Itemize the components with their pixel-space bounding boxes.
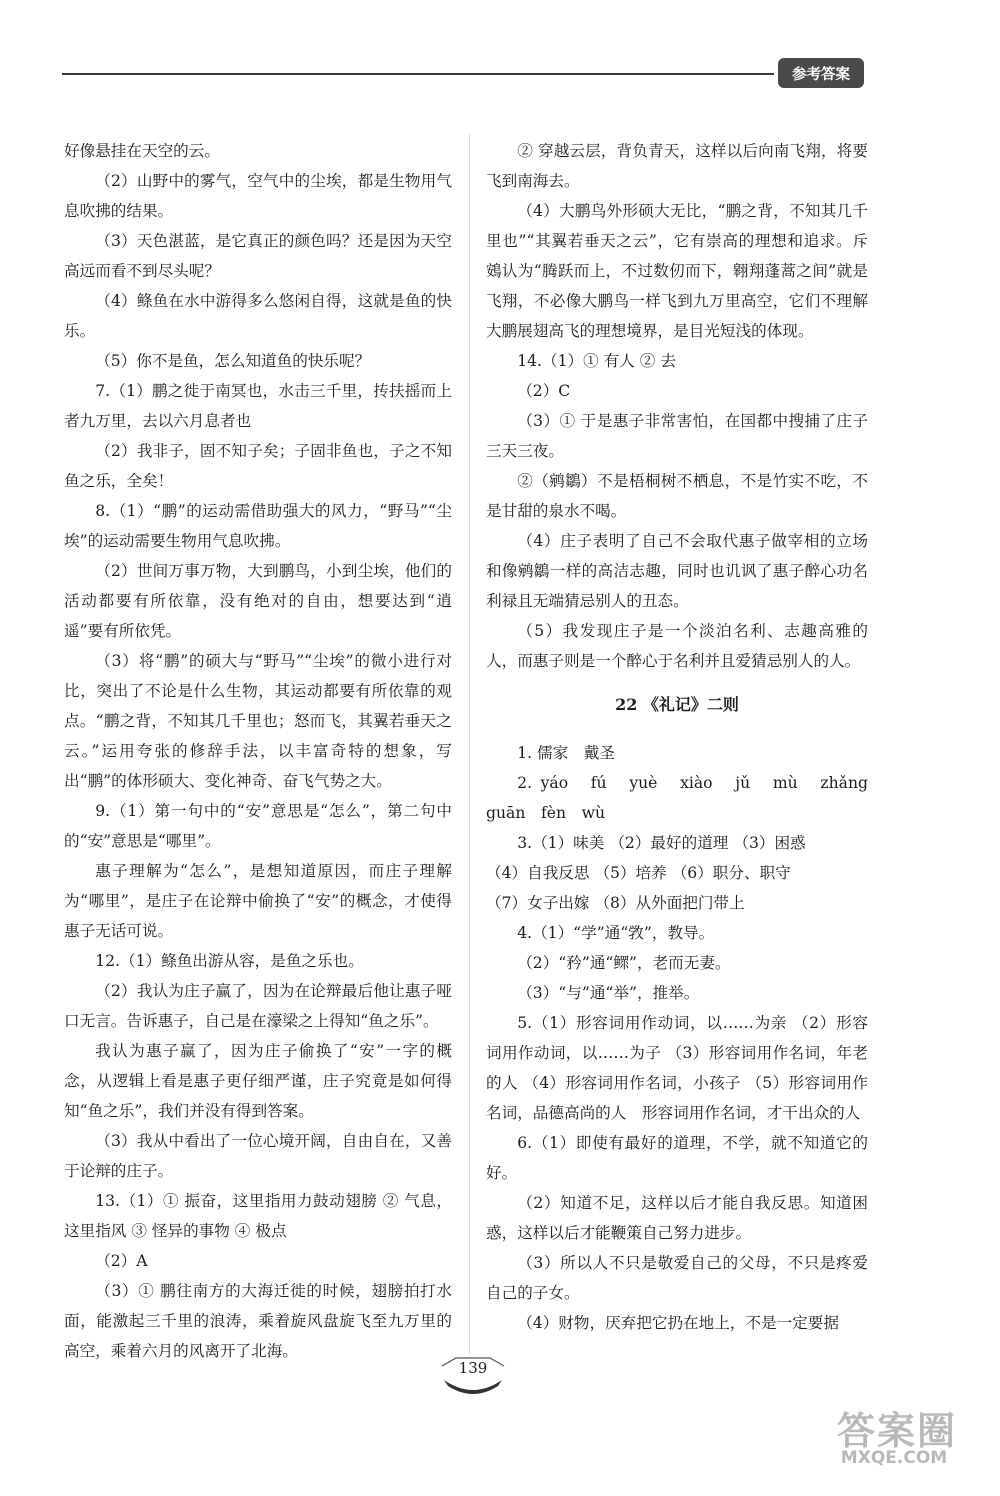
watermark-logo: 答案圈 bbox=[836, 1409, 957, 1453]
answer-paragraph: ②（鹓鶵）不是梧桐树不栖息，不是竹实不吃，不是甘甜的泉水不喝。 bbox=[486, 472, 868, 520]
answer-paragraph: 7.（1）鹏之徙于南冥也，水击三千里，抟扶摇而上者九万里，去以六月息者也 bbox=[64, 382, 452, 430]
answer-paragraph: 我认为惠子赢了，因为庄子偷换了“安”一字的概念，从逻辑上看是惠子更仔细严谨，庄子究竟是如何得知“鱼之乐”，我们并没有得到答案。 bbox=[64, 1042, 452, 1120]
answer-paragraph: （3）将“鹏”的硕大与“野马”“尘埃”的微小进行对比，突出了不论是什么生物，其运动都要有所依靠的观点。“鹏之背，不知其几千里也；怒而飞，其翼若垂天之云。”运用夸张的修辞手法，以丰富奇特的想象，写出“鹏”的体形硕大、变化神奇、奋飞气势之大。 bbox=[64, 652, 452, 790]
answer-paragraph: 8.（1）“鹏”的运动需借助强大的风力，“野马”“尘埃”的运动需要生物用气息吹拂。 bbox=[64, 502, 452, 550]
answer-paragraph: （2）山野中的雾气，空气中的尘埃，都是生物用气息吹拂的结果。 bbox=[64, 172, 452, 220]
answer-paragraph: 14.（1）① 有人 ② 去 bbox=[517, 352, 676, 370]
answer-paragraph: 5.（1）形容词用作动词，以……为亲 （2）形容词用作动词，以……为子 （3）形容词用作名词，年老的人 （4）形容词用作名词，小孩子 （5）形容词用作名词，品德高尚的人 形容词用作名词，才干出众的人 bbox=[486, 1014, 868, 1122]
answer-paragraph: （3）① 于是惠子非常害怕，在国都中搜捕了庄子三天三夜。 bbox=[486, 412, 868, 460]
answer-paragraph: （3）“与”通“举”，推举。 bbox=[517, 984, 700, 1002]
left-column bbox=[64, 136, 452, 1366]
answer-paragraph: （2）C bbox=[517, 382, 571, 400]
header-rule bbox=[62, 73, 774, 75]
answer-paragraph: 惠子理解为“怎么”，是想知道原因，而庄子理解为“哪里”，是庄子在论辩中偷换了“安”的概念，才使得惠子无话可说。 bbox=[64, 862, 452, 940]
answer-paragraph: 2. yáo fú yuè xiào jǔ mù zhǎng guān fèn wù bbox=[486, 774, 884, 822]
answer-paragraph: 4.（1）“学”通“敩”，教导。 bbox=[517, 924, 715, 942]
section-title: 22 《礼记》二则 bbox=[615, 695, 739, 714]
column-divider bbox=[469, 134, 470, 1354]
answer-paragraph: （2）“矜”通“鳏”，老而无妻。 bbox=[517, 954, 731, 972]
right-column bbox=[486, 136, 884, 1338]
answer-paragraph: （4）自我反思 （5）培养 （6）职分、职守 bbox=[486, 864, 791, 882]
answer-paragraph: （4）财物，厌弃把它扔在地上，不是一定要据 bbox=[517, 1314, 839, 1332]
watermark-url: MXQE.COM bbox=[840, 1448, 948, 1468]
answer-paragraph: 3.（1）味美 （2）最好的道理 （3）困惑 bbox=[517, 834, 806, 852]
answer-paragraph: （3）我从中看出了一位心境开阔，自由自在，又善于论辩的庄子。 bbox=[64, 1132, 452, 1180]
answer-paragraph: 6.（1）即使有最好的道理，不学，就不知道它的好。 bbox=[486, 1134, 868, 1182]
answer-paragraph: 1. 儒家 戴圣 bbox=[517, 744, 615, 762]
answer-paragraph: （7）女子出嫁 （8）从外面把门带上 bbox=[486, 894, 745, 912]
page-number: 139 bbox=[458, 1359, 488, 1377]
answer-paragraph: （3）所以人不只是敬爱自己的父母，不只是疼爱自己的子女。 bbox=[486, 1254, 868, 1302]
answer-paragraph: （4）庄子表明了自己不会取代惠子做宰相的立场和像鹓鶵一样的高洁志趣，同时也讥讽了惠子醉心功名利禄且无端猜忌别人的丑态。 bbox=[486, 532, 868, 610]
page-number-badge bbox=[440, 1356, 506, 1398]
answer-paragraph: 12.（1）鲦鱼出游从容，是鱼之乐也。 bbox=[95, 952, 364, 970]
header-badge: 参考答案 bbox=[778, 58, 864, 88]
answer-paragraph: 好像悬挂在天空的云。 bbox=[64, 142, 220, 160]
answer-paragraph: （5）我发现庄子是一个淡泊名利、志趣高雅的人，而惠子则是一个醉心于名利并且爱猜忌别人的人。 bbox=[486, 622, 868, 670]
answer-paragraph: （2）我非子，固不知子矣；子固非鱼也，子之不知鱼之乐，全矣！ bbox=[64, 442, 452, 490]
answer-paragraph: 13.（1）① 振奋，这里指用力鼓动翅膀 ② 气息，这里指风 ③ 怪异的事物 ④ 极点 bbox=[64, 1192, 452, 1240]
answer-paragraph: （3）① 鹏往南方的大海迁徙的时候，翅膀拍打水面，能激起三千里的浪涛，乘着旋风盘旋飞至九万里的高空，乘着六月的风离开了北海。 bbox=[64, 1282, 452, 1360]
answer-paragraph: （4）鲦鱼在水中游得多么悠闲自得，这就是鱼的快乐。 bbox=[64, 292, 452, 340]
answer-paragraph: （2）A bbox=[95, 1252, 148, 1270]
answer-paragraph: （2）世间万事万物，大到鹏鸟，小到尘埃，他们的活动都要有所依靠，没有绝对的自由，想要达到“逍遥”要有所依凭。 bbox=[64, 562, 452, 640]
answer-paragraph: ② 穿越云层，背负青天，这样以后向南飞翔，将要飞到南海去。 bbox=[486, 142, 868, 190]
answer-paragraph: （4）大鹏鸟外形硕大无比，“鹏之背，不知其几千里也”“其翼若垂天之云”，它有崇高的理想和追求。斥鴳认为“腾跃而上，不过数仞而下，翱翔蓬蒿之间”就是飞翔，不必像大鹏鸟一样飞到九万里高空，它们不理解大鹏展翅高飞的理想境界，是目光短浅的体现。 bbox=[486, 202, 868, 340]
answer-paragraph: （5）你不是鱼，怎么知道鱼的快乐呢？ bbox=[95, 352, 371, 370]
answer-paragraph: 9.（1）第一句中的“安”意思是“怎么”，第二句中的“安”意思是“哪里”。 bbox=[64, 802, 452, 850]
answer-paragraph: （3）天色湛蓝，是它真正的颜色吗？还是因为天空高远而看不到尽头呢？ bbox=[64, 232, 452, 280]
answer-paragraph: （2）知道不足，这样以后才能自我反思。知道困惑，这样以后才能鞭策自己努力进步。 bbox=[486, 1194, 868, 1242]
answer-paragraph: （2）我认为庄子赢了，因为在论辩最后他让惠子哑口无言。告诉惠子，自己是在濠梁之上得知“鱼之乐”。 bbox=[64, 982, 452, 1030]
